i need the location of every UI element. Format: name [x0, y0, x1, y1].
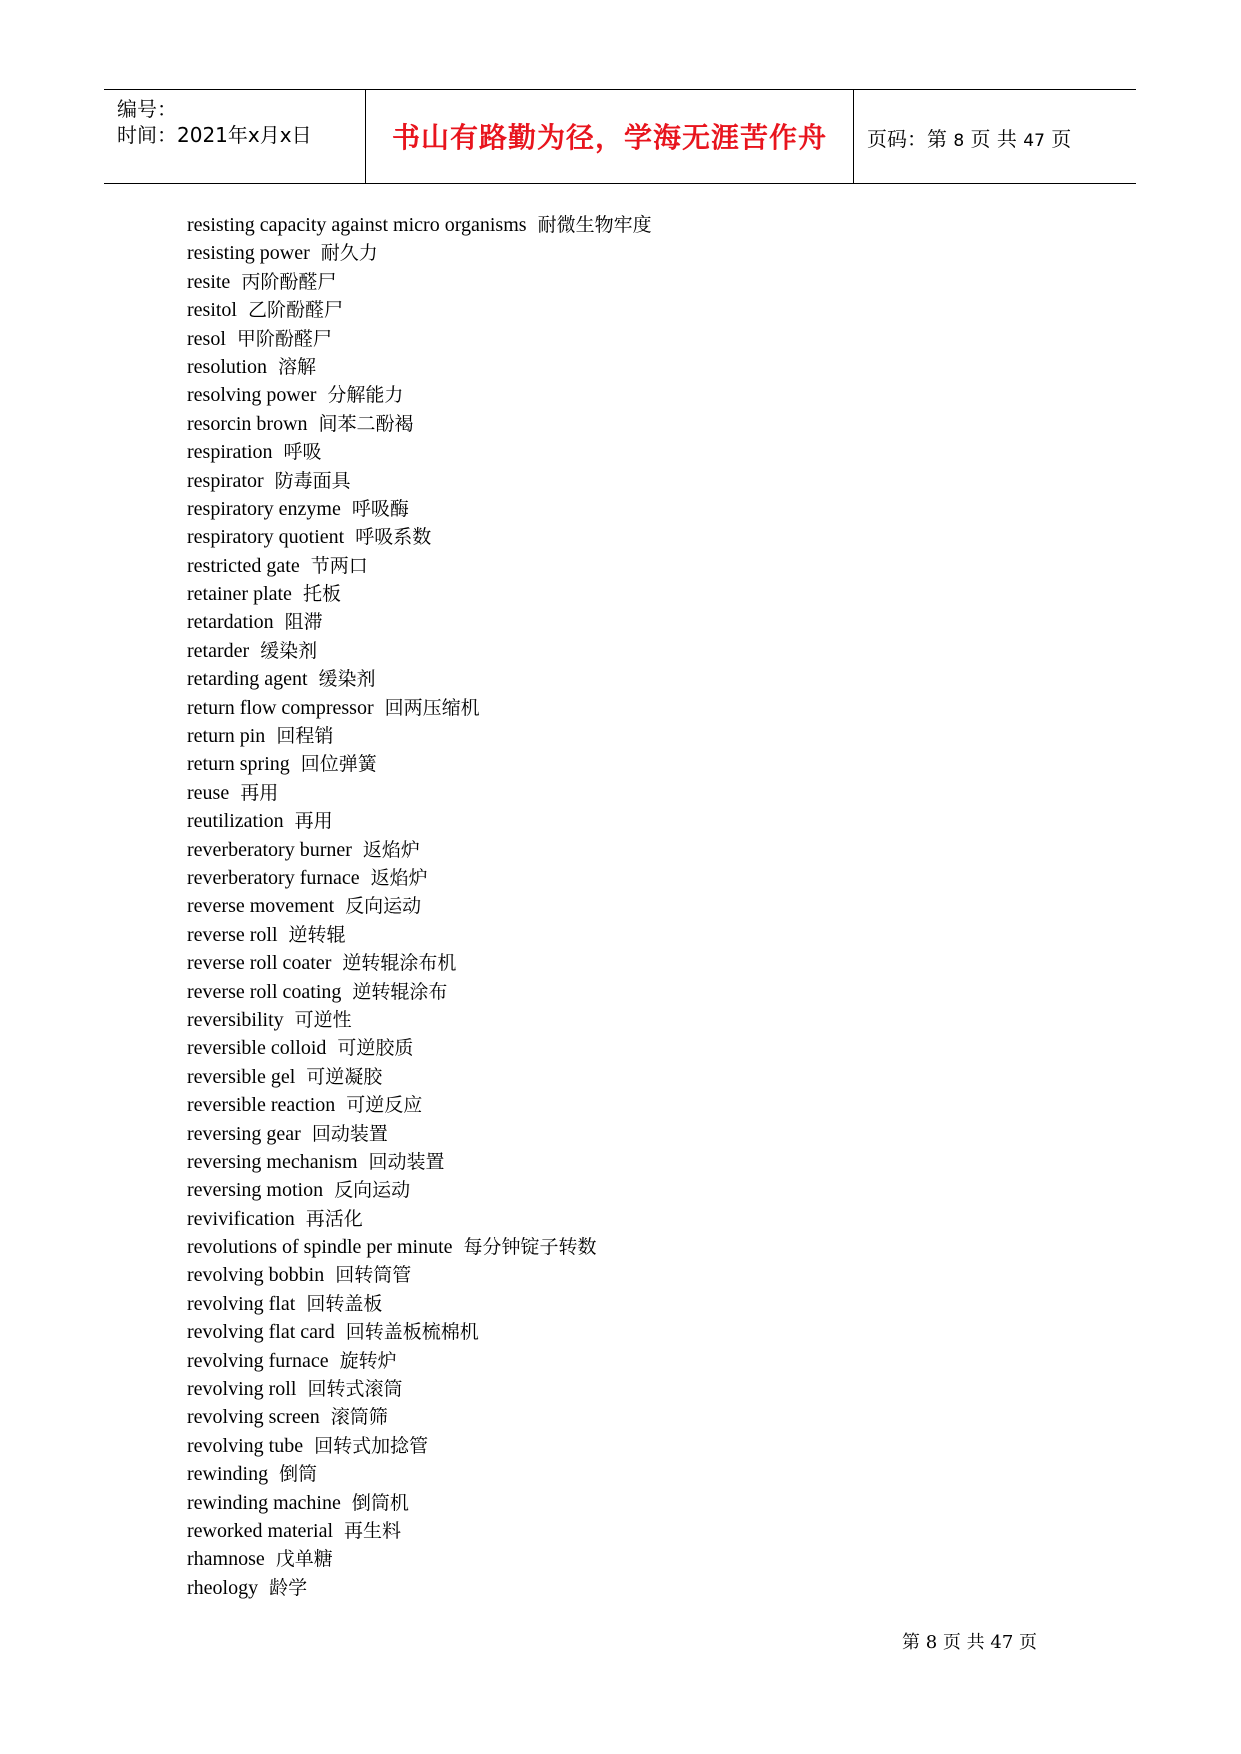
- entry-term: revolving flat card: [187, 1321, 335, 1344]
- entry-term: reverberatory furnace: [187, 866, 360, 889]
- entry-term: retarding agent: [187, 668, 308, 691]
- entry-translation: 可逆胶质: [337, 1037, 414, 1060]
- entry-translation: 反向运动: [345, 895, 422, 918]
- glossary-entry: [187, 1090, 652, 1118]
- entry-term: revolving furnace: [187, 1349, 329, 1372]
- glossary-entry: [187, 1175, 652, 1203]
- entry-term: retainer plate: [187, 583, 292, 606]
- entry-term: resitol: [187, 299, 237, 322]
- glossary-entry: [187, 749, 652, 777]
- glossary-entry: [187, 693, 652, 721]
- entry-translation: 呼吸: [283, 441, 322, 464]
- glossary-entry: [187, 863, 652, 891]
- entry-term: reversibility: [187, 1008, 284, 1031]
- page-label-mid: 页 共: [970, 127, 1017, 151]
- header-motto-cell: [366, 90, 854, 183]
- glossary-entry: [187, 1459, 652, 1487]
- entry-translation: 回程销: [276, 725, 334, 748]
- entry-term: resolving power: [187, 384, 317, 407]
- entry-term: rhamnose: [187, 1548, 265, 1571]
- entry-translation: 倒筒: [279, 1463, 318, 1486]
- entry-term: reverberatory burner: [187, 838, 352, 861]
- entry-translation: 再用: [240, 781, 279, 804]
- glossary-entry: [187, 1516, 652, 1544]
- entry-term: reversing motion: [187, 1179, 324, 1202]
- glossary-entry: [187, 806, 652, 834]
- entry-translation: 节两口: [310, 554, 368, 577]
- number-label: 编号：: [117, 97, 177, 121]
- glossary-entry: [187, 551, 652, 579]
- glossary-entry: [187, 1119, 652, 1147]
- entry-translation: 回动装置: [311, 1122, 388, 1145]
- glossary-entry: [187, 238, 652, 266]
- footer-current: 8: [925, 1632, 938, 1653]
- entry-translation: 龄学: [269, 1576, 308, 1599]
- entry-translation: 耐微生物牢度: [537, 214, 652, 236]
- entry-term: reverse movement: [187, 895, 335, 918]
- glossary-entry: [187, 380, 652, 408]
- entry-term: reverse roll coater: [187, 952, 332, 975]
- entry-translation: 回转式滚筒: [307, 1378, 403, 1401]
- page-label-suffix: 页: [1051, 127, 1072, 151]
- glossary-entry: [187, 579, 652, 607]
- glossary-entry: [187, 1374, 652, 1402]
- entry-translation: 再活化: [305, 1207, 363, 1230]
- glossary-entry: [187, 1005, 652, 1033]
- glossary-entry: [187, 466, 652, 494]
- entry-term: revolving flat: [187, 1292, 296, 1315]
- entry-term: retarder: [187, 639, 250, 662]
- entry-term: revolutions of spindle per minute: [187, 1236, 453, 1259]
- entry-translation: 耐久力: [320, 242, 378, 265]
- entry-translation: 反向运动: [334, 1179, 411, 1202]
- page-current: 8: [953, 131, 965, 151]
- footer-suffix: 页: [1019, 1632, 1038, 1653]
- entry-term: revolving bobbin: [187, 1264, 325, 1287]
- footer-mid: 页 共: [942, 1632, 985, 1653]
- glossary-entry: [187, 494, 652, 522]
- entry-translation: 可逆性: [294, 1008, 352, 1031]
- footer-prefix: 第: [902, 1632, 920, 1653]
- glossary-entry: [187, 1402, 652, 1430]
- entry-term: reversible colloid: [187, 1037, 327, 1060]
- entry-term: respirator: [187, 469, 264, 492]
- entry-translation: 回位弹簧: [300, 753, 377, 776]
- entry-term: return pin: [187, 725, 266, 748]
- entry-term: respiratory quotient: [187, 526, 345, 549]
- glossary-entry: [187, 1232, 652, 1260]
- glossary-entry: [187, 721, 652, 749]
- glossary-entry: [187, 1033, 652, 1061]
- glossary-entry: [187, 891, 652, 919]
- glossary-entry: [187, 1544, 652, 1572]
- glossary-entry: [187, 1573, 652, 1601]
- glossary-entry: [187, 636, 652, 664]
- header-page-number: [867, 123, 1071, 152]
- entry-term: restricted gate: [187, 554, 300, 577]
- glossary-entry: [187, 607, 652, 635]
- header-page-cell: [854, 90, 1136, 183]
- glossary-entry: [187, 267, 652, 295]
- glossary-entry: [187, 1289, 652, 1317]
- glossary-entry: [187, 210, 652, 238]
- entry-term: rewinding machine: [187, 1491, 341, 1514]
- entry-term: reversible gel: [187, 1065, 296, 1088]
- page-total: 47: [1023, 131, 1045, 151]
- glossary-entry: [187, 835, 652, 863]
- glossary-entry: [187, 295, 652, 323]
- header-info-cell: [104, 90, 366, 183]
- entry-term: respiratory enzyme: [187, 497, 341, 520]
- glossary-entry: [187, 522, 652, 550]
- entry-translation: 回转式加捻管: [314, 1434, 429, 1457]
- entry-translation: 回转盖板: [306, 1292, 383, 1315]
- glossary-entry: [187, 1062, 652, 1090]
- page-label-prefix: 页码：第: [867, 127, 947, 151]
- entry-term: respiration: [187, 441, 273, 464]
- entry-translation: 戊单糖: [275, 1548, 333, 1571]
- entry-translation: 逆转辊涂布: [352, 980, 448, 1003]
- glossary-list: [187, 210, 652, 1601]
- glossary-entry: [187, 324, 652, 352]
- entry-translation: 甲阶酚醛尸: [236, 327, 332, 350]
- entry-term: retardation: [187, 611, 274, 634]
- glossary-entry: [187, 664, 652, 692]
- glossary-entry: [187, 1260, 652, 1288]
- entry-translation: 旋转炉: [339, 1349, 397, 1372]
- entry-translation: 溶解: [278, 355, 317, 378]
- time-label: 时间：2021年x月x日: [117, 123, 312, 147]
- glossary-entry: [187, 920, 652, 948]
- entry-translation: 呼吸系数: [355, 526, 432, 549]
- entry-term: reversing mechanism: [187, 1150, 358, 1173]
- glossary-entry: [187, 1147, 652, 1175]
- motto: 书山有路勤为径，学海无涯苦作舟: [391, 121, 827, 154]
- entry-translation: 缓染剂: [318, 668, 376, 691]
- entry-term: reverse roll coating: [187, 980, 342, 1003]
- entry-term: reversing gear: [187, 1122, 301, 1145]
- page-footer: [902, 1628, 1037, 1654]
- entry-translation: 回转筒管: [335, 1264, 412, 1287]
- entry-term: resisting power: [187, 242, 310, 265]
- entry-translation: 滚筒筛: [330, 1406, 388, 1429]
- entry-translation: 回两压缩机: [384, 696, 480, 719]
- entry-translation: 可逆凝胶: [306, 1065, 383, 1088]
- glossary-entry: [187, 437, 652, 465]
- entry-term: revolving roll: [187, 1378, 297, 1401]
- entry-translation: 逆转辊涂布机: [342, 952, 457, 975]
- entry-translation: 每分钟锭子转数: [463, 1236, 597, 1259]
- entry-translation: 可逆反应: [346, 1094, 423, 1117]
- entry-translation: 返焰炉: [370, 866, 428, 889]
- entry-term: reutilization: [187, 810, 284, 833]
- entry-translation: 间苯二酚褐: [318, 412, 414, 435]
- entry-translation: 呼吸酶: [351, 497, 409, 520]
- entry-term: reworked material: [187, 1519, 334, 1542]
- entry-term: resorcin brown: [187, 412, 308, 435]
- entry-term: revolving screen: [187, 1406, 320, 1429]
- glossary-entry: [187, 409, 652, 437]
- glossary-entry: [187, 352, 652, 380]
- entry-term: resisting capacity against micro organisms: [187, 214, 527, 236]
- entry-term: return flow compressor: [187, 696, 374, 719]
- entry-translation: 逆转辊: [288, 923, 346, 946]
- entry-term: reverse roll: [187, 923, 278, 946]
- entry-translation: 乙阶酚醛尸: [248, 299, 344, 322]
- entry-translation: 倒筒机: [351, 1491, 409, 1514]
- entry-translation: 再生料: [344, 1519, 402, 1542]
- footer-total: 47: [990, 1632, 1014, 1653]
- glossary-entry: [187, 948, 652, 976]
- entry-term: reversible reaction: [187, 1094, 336, 1117]
- entry-translation: 阻滞: [284, 611, 323, 634]
- glossary-entry: [187, 1431, 652, 1459]
- entry-term: return spring: [187, 753, 290, 776]
- entry-term: revolving tube: [187, 1434, 304, 1457]
- entry-term: resol: [187, 327, 226, 350]
- glossary-entry: [187, 1488, 652, 1516]
- entry-translation: 再用: [294, 810, 333, 833]
- entry-translation: 防毒面具: [274, 469, 351, 492]
- entry-translation: 缓染剂: [260, 639, 318, 662]
- entry-term: revivification: [187, 1207, 295, 1230]
- entry-term: resite: [187, 270, 231, 293]
- entry-translation: 分解能力: [327, 384, 404, 407]
- entry-translation: 回转盖板梳棉机: [345, 1321, 479, 1344]
- entry-term: resolution: [187, 355, 267, 378]
- glossary-entry: [187, 778, 652, 806]
- entry-translation: 托板: [302, 583, 341, 606]
- entry-translation: 回动装置: [368, 1150, 445, 1173]
- glossary-entry: [187, 1346, 652, 1374]
- entry-translation: 丙阶酚醛尸: [241, 270, 337, 293]
- entry-term: reuse: [187, 781, 230, 804]
- page-header: [104, 89, 1136, 184]
- glossary-entry: [187, 1204, 652, 1232]
- entry-term: rewinding: [187, 1463, 269, 1486]
- glossary-entry: [187, 1317, 652, 1345]
- entry-translation: 返焰炉: [362, 838, 420, 861]
- entry-term: rheology: [187, 1576, 259, 1599]
- glossary-entry: [187, 977, 652, 1005]
